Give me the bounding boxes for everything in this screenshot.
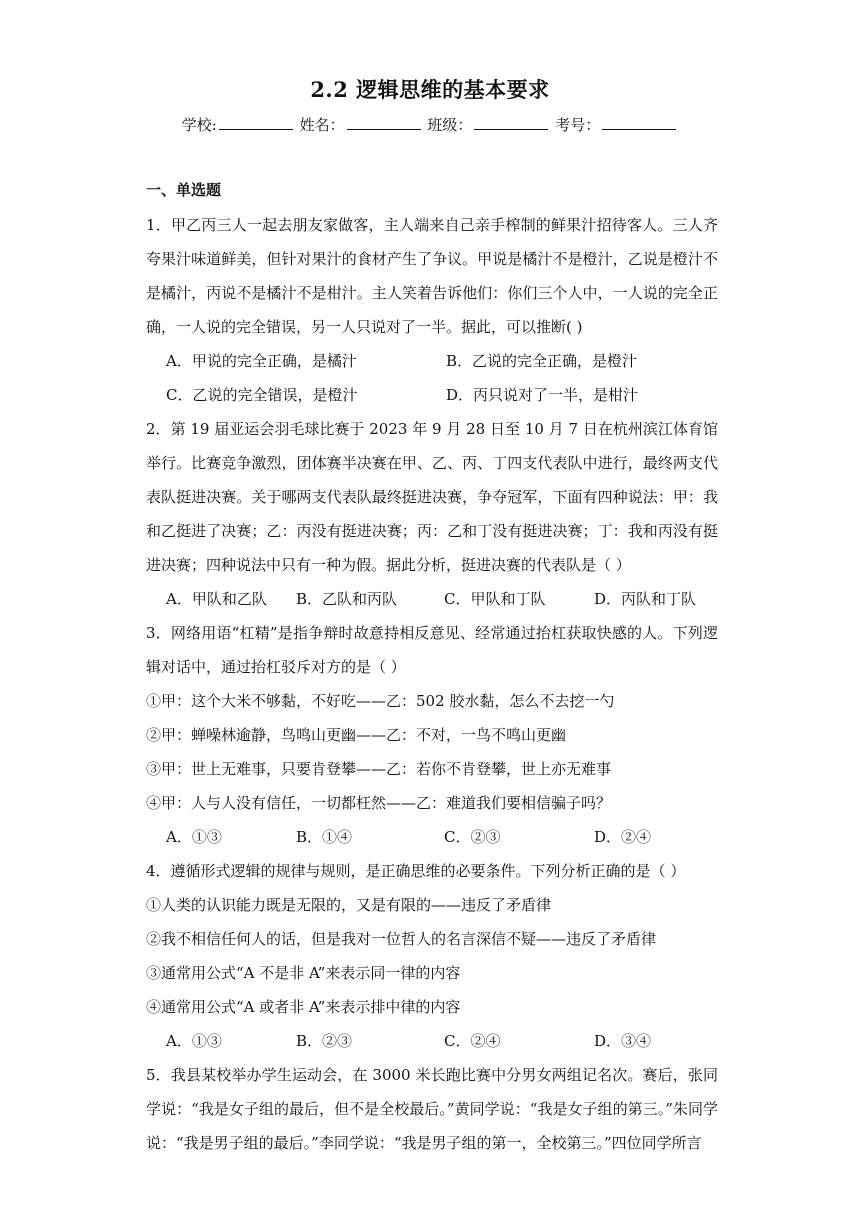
school-blank[interactable] <box>219 115 293 130</box>
option-a[interactable]: A．①③ <box>166 1032 222 1050</box>
document-title: 2.2 逻辑思维的基本要求 <box>310 77 550 102</box>
question-4-item: ②我不相信任何人的话，但是我对一位哲人的名言深信不疑——违反了矛盾律 <box>146 930 657 948</box>
question-3-item: ③甲：世上无难事，只要肯登攀——乙：若你不肯登攀，世上亦无难事 <box>146 760 612 778</box>
question-1-options-row-1 <box>146 344 718 378</box>
option-b[interactable]: B．乙队和丙队 <box>296 590 398 608</box>
option-d[interactable]: D．③④ <box>594 1032 652 1050</box>
exam-no-blank[interactable] <box>602 115 676 130</box>
question-3-item: ④甲：人与人没有信任，一切都枉然——乙：难道我们要相信骗子吗？ <box>146 794 612 812</box>
option-d[interactable]: D．②④ <box>594 828 652 846</box>
option-d[interactable]: D．丙只说对了一半，是柑汁 <box>446 386 639 404</box>
question-3-options <box>146 820 718 854</box>
school-label: 学校: <box>181 116 217 134</box>
question-4-item: ④通常用公式“A 或者非 A”来表示排中律的内容 <box>146 998 461 1016</box>
name-label: 姓名： <box>299 116 345 134</box>
question-list <box>146 178 718 1160</box>
question-3-item: ①甲：这个大米不够黏，不好吃——乙：502 胶水黏，怎么不去挖一勺 <box>146 692 615 710</box>
question-2-stem: 2．第 19 届亚运会羽毛球比赛于 2023 年 9 月 28 日至 10 月 7 日在杭州滨江体育馆举行。比赛竞争激烈，团体赛半决赛在甲、乙、丙、丁四支代表队中进行，最终两支代表队挺进决赛。关于哪两支代表队最终挺进决赛，争夺冠军，下面有四种说法：甲：我和乙挺进了决赛；乙：丙没有挺进决赛；丙：乙和丁没有挺进决赛；丁：我和丙没有挺进决赛；四种说法中只有一种为假。据此分析，挺进决赛的代表队是（ ） <box>146 420 718 574</box>
question-2-options <box>146 582 718 616</box>
question-3-stem: 3．网络用语“杠精”是指争辩时故意持相反意见、经常通过抬杠获取快感的人。下列逻辑对话中，通过抬杠驳斥对方的是（ ） <box>146 624 718 676</box>
question-4-item: ①人类的认识能力既是无限的，又是有限的——违反了矛盾律 <box>146 896 552 914</box>
question-5-stem: 5．我县某校举办学生运动会，在 3000 米长跑比赛中分男女两组记名次。赛后，张同学说：“我是女子组的最后，但不是全校最后。”黄同学说：“我是女子组的第三。”朱同学说：“我是男子组的最后。”李同学说：“我是男子组的第一，全校第三。”四位同学所言 <box>146 1066 718 1152</box>
option-b[interactable]: B．①④ <box>296 828 353 846</box>
option-b[interactable]: B．②③ <box>296 1032 353 1050</box>
option-a[interactable]: A．①③ <box>166 828 222 846</box>
question-4-options <box>146 1024 718 1058</box>
option-c[interactable]: C．甲队和丁队 <box>444 590 546 608</box>
question-4-stem: 4．遵循形式逻辑的规律与规则，是正确思维的必要条件。下列分析正确的是（ ） <box>146 862 686 880</box>
option-d[interactable]: D．丙队和丁队 <box>594 590 697 608</box>
class-label: 班级： <box>427 116 473 134</box>
name-blank[interactable] <box>347 115 421 130</box>
question-3-item: ②甲：蝉噪林逾静，鸟鸣山更幽——乙：不对，一鸟不鸣山更幽 <box>146 726 567 744</box>
class-blank[interactable] <box>474 115 548 130</box>
question-1-options-row-2 <box>146 378 718 412</box>
option-a[interactable]: A．甲队和乙队 <box>166 590 267 608</box>
section-heading: 一、单选题 <box>146 181 222 199</box>
option-a[interactable]: A．甲说的完全正确，是橘汁 <box>166 352 357 370</box>
exam-no-label: 考号： <box>555 116 601 134</box>
option-b[interactable]: B．乙说的完全正确，是橙汁 <box>446 352 638 370</box>
option-c[interactable]: C．②③ <box>444 828 501 846</box>
question-4-item: ③通常用公式“A 不是非 A”来表示同一律的内容 <box>146 964 461 982</box>
option-c[interactable]: C．②④ <box>444 1032 501 1050</box>
question-1-stem: 1．甲乙丙三人一起去朋友家做客，主人端来自己亲手榨制的鲜果汁招待客人。三人齐夸果汁味道鲜美，但针对果汁的食材产生了争议。甲说是橘汁不是橙汁，乙说是橙汁不是橘汁，丙说不是橘汁不是柑汁。主人笑着告诉他们：你们三个人中，一人说的完全正确，一人说的完全错误，另一人只说对了一半。据此，可以推断( ) <box>146 216 718 336</box>
option-c[interactable]: C．乙说的完全错误，是橙汁 <box>166 386 358 404</box>
student-info-line <box>0 114 860 135</box>
